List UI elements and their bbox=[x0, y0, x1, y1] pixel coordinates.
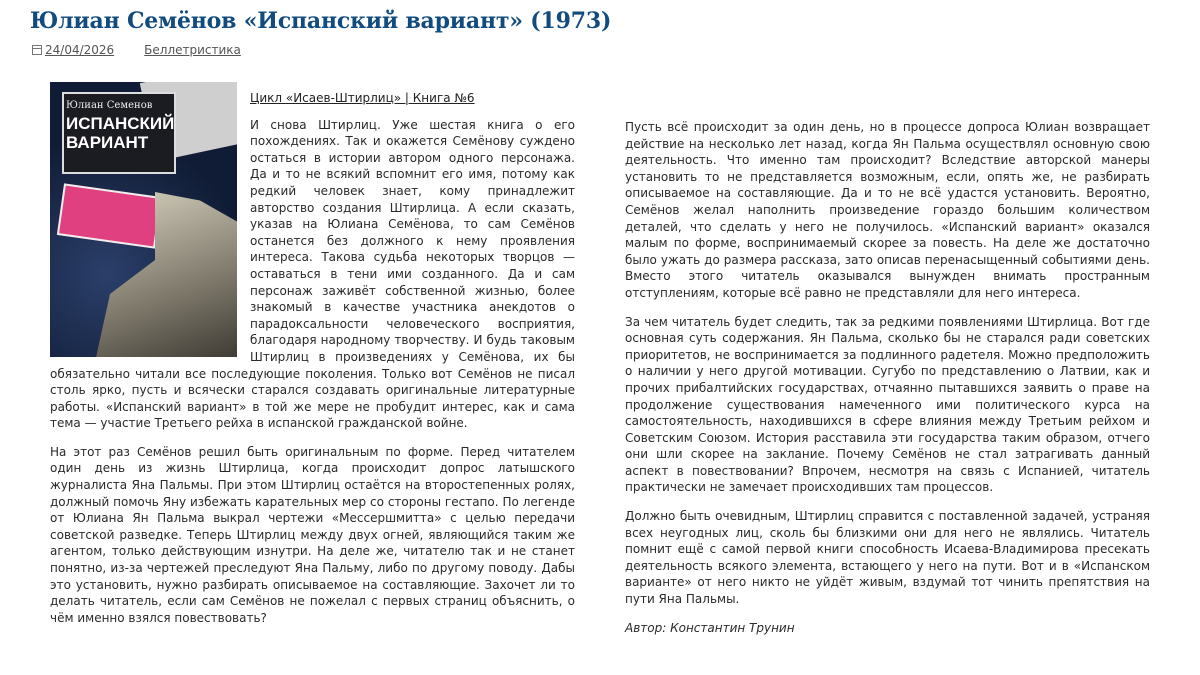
paragraph: Должно быть очевидным, Штирлиц справится с поставленной задачей, устраняя всех неугодных лиц, сколь бы близкими они для него не являлись. Читатель помнит ещё с самой первой книги способность Исаева-Владимирова пресекать деятельность всякого элемента, встающего у него на пути. Вот и в «Испанском варианте» от него никто не уйдёт живым, вздумай тот чинить препятствия на пути Яна Пальмы. bbox=[625, 509, 1150, 607]
page-title: Юлиан Семёнов «Испанский вариант» (1973) bbox=[30, 8, 612, 34]
book-cover-image bbox=[50, 82, 237, 357]
series-link[interactable]: Цикл «Исаев-Штирлиц» | Книга №6 bbox=[250, 91, 475, 105]
right-column bbox=[625, 119, 1150, 648]
paragraph: На этот раз Семёнов решил быть оригинальным по форме. Перед читателем один день из жизнь Штирлица, когда происходит допрос латышского журналиста Яна Пальмы. При этом Штирлиц остаётся на второстепенных ролях, должный помочь Яну избежать карательных мер со стороны гестапо. По легенде от Юлиана Ян Пальма выкрал чертежи «Мессершмитта» с целью передачи советской разведке. Теперь Штирлиц между двух огней, являющийся таким же агентом, только действующим изнутри. На деле же, читателю так и не станет понятно, из-за чертежей преследуют Яна Пальму, либо по другому поводу. Дабы это установить, нужно разбирать описываемое на составляющие. Захочет ли то делать читатель, если сам Семёнов не пожелал с первых страниц объяснить, о чём именно взялся повествовать? bbox=[50, 444, 575, 625]
post-date-link[interactable]: 24/04/2026 bbox=[45, 43, 115, 57]
paragraph: И снова Штирлиц. Уже шестая книга о его похождениях. Так и окажется Семёнову суждено остаться в истории автором одного персонажа. Да и то не всякий вспомнит его имя, потому как редкий человек знает, кому принадлежит авторство создания Штирлица. А если сказать, указав на Юлиана Семёнова, то сам Семёнов останется без должного к нему проявления интереса. Такова судьба некоторых творцов — оставаться в тени ими созданного. Да и сам персонаж заживёт собственной жизнью, более знакомый в качестве участника анекдотов о парадоксальности человеческого восприятия, благодаря народному творчеству. И будь таковым Штирлиц в произведениях у Семёнова, их бы обязательно читали все последующие поколения. Только вот Семёнов не писал столь ярко, пусть и всячески старался создавать оригинальные литературные работы. «Испанский вариант» в той же мере не пробудит интерес, как и сама тема — участие Третьего рейха в испанской гражданской войне. bbox=[50, 117, 575, 431]
calendar-icon bbox=[32, 45, 42, 55]
left-column bbox=[50, 82, 575, 638]
category-link[interactable]: Беллетристика bbox=[144, 43, 241, 57]
cover-title: ИСПАНСКИЙ ВАРИАНТ bbox=[66, 114, 175, 152]
paragraph: Пусть всё происходит за один день, но в процессе допроса Юлиан возвращает действие на несколько лет назад, когда Ян Пальма осуществлял основную свою деятельность. Что именно там происходит? Вследствие авторской манеры установить то не представляется возможным, если, опять же, не разбирать описываемое на составляющие. Да и то не всё удастся установить. Вероятно, Семёнов желал наполнить произведение гораздо большим количеством деталей, что сделать у него не получилось. «Испанский вариант» оказался малым по форме, воспринимаемый скорее за повесть. На деле же достаточно было ужать до размера рассказа, зато описав перенасыщенный событиями день. Вместо этого читатель оказывался вынужден внимать пространным отступлениям, которые всё равно не представляли для него интереса. bbox=[625, 120, 1150, 300]
cover-author: Юлиан Семенов bbox=[66, 100, 153, 111]
author-signature: Автор: Константин Трунин bbox=[625, 620, 795, 635]
post-meta bbox=[32, 43, 241, 57]
paragraph: За чем читатель будет следить, так за редкими появлениями Штирлица. Вот где основная суть содержания. Ян Пальма, сколько бы не старался ради советских приоритетов, не воспринимается за подлинного радетеля. Можно предположить о наличии у него другой мотивации. Сугубо по представлению о Латвии, как и прочих прибалтийских государствах, отчаянно пытавшихся заявить о праве на продолжение существования намеченного ими политического курса на самостоятельность, находившихся в сфере влияния между Третьим рейхом и Советским Союзом. История расставила эти государства таким образом, отчего они шли скорее на заклание. Почему Семёнов не стал затрагивать данный аспект в повествовании? Впрочем, несмотря на связь с Испанией, читатель практически не замечает происходивших там процессов. bbox=[625, 314, 1150, 495]
